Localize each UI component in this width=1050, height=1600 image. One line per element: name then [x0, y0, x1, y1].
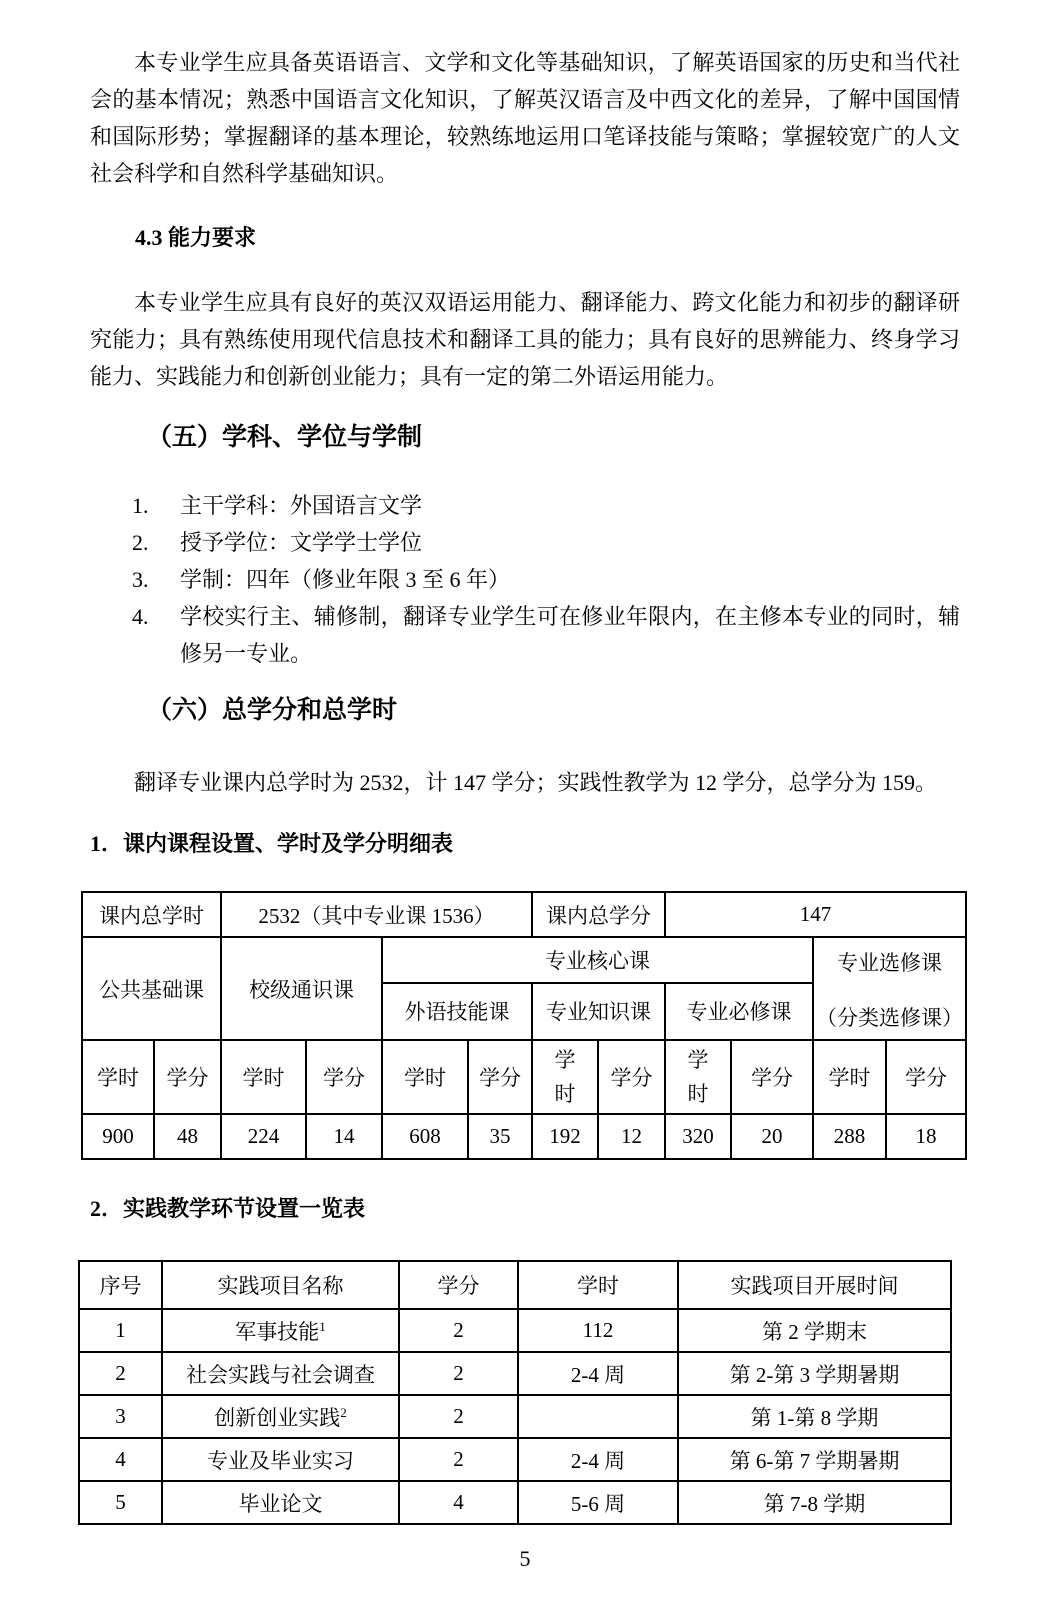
t2-header-project-name: 实践项目名称: [162, 1261, 399, 1309]
t1-unit-header: 学时: [382, 1040, 468, 1114]
t2-header-seq: 序号: [79, 1261, 162, 1309]
t1-value-cell: 20: [731, 1114, 813, 1159]
t1-value-cell: 14: [306, 1114, 382, 1159]
t2-cell-hours: 5-6 周: [518, 1481, 678, 1524]
t1-unit-header-text: 学时: [687, 1048, 709, 1106]
t2-cell-credit: 4: [399, 1481, 518, 1524]
t1-unit-header: 学时: [82, 1040, 154, 1114]
t1-group-general-education: 校级通识课: [221, 937, 382, 1040]
t1-value-cell: 18: [886, 1114, 966, 1159]
t1-value-cell: 224: [221, 1114, 306, 1159]
t2-cell-time: 第 6-第 7 学期暑期: [678, 1438, 951, 1481]
t2-cell-hours: 2-4 周: [518, 1438, 678, 1481]
t1-total-credits-label: 课内总学分: [532, 892, 665, 937]
t1-unit-header: 学分: [306, 1040, 382, 1114]
table-row: [82, 1040, 966, 1114]
page-number: 5: [519, 1546, 531, 1571]
t1-total-hours-label: 课内总学时: [82, 892, 221, 937]
table-row: [79, 1352, 951, 1395]
t1-sub-major-knowledge: 专业知识课: [532, 983, 665, 1040]
t1-sub-foreign-language-skills: 外语技能课: [382, 983, 532, 1040]
t1-unit-header: [665, 1040, 731, 1114]
table-row: [79, 1309, 951, 1352]
table-row: [82, 1114, 966, 1159]
list-item: [132, 524, 960, 561]
t1-unit-header: 学分: [468, 1040, 532, 1114]
footnote-marker: 1: [319, 1318, 326, 1334]
table-row: [79, 1438, 951, 1481]
project-name-text: 专业及毕业实习: [207, 1448, 354, 1473]
table-row: [82, 892, 966, 937]
heading-section-5-discipline-degree: （五）学科、学位与学制: [147, 424, 423, 451]
t2-cell-credit: 2: [399, 1395, 518, 1438]
t1-value-cell: 192: [532, 1114, 598, 1159]
t2-cell-name: [162, 1309, 399, 1352]
course-hours-credits-table: [81, 891, 967, 1160]
t1-sub-major-required: 专业必修课: [665, 983, 813, 1040]
t2-cell-credit: 2: [399, 1352, 518, 1395]
t1-total-credits-value: 147: [665, 892, 966, 937]
table2-caption: 2．实践教学环节设置一览表: [90, 1196, 366, 1221]
list-item-text: 学制：四年（修业年限 3 至 6 年）: [180, 567, 511, 592]
list-item-number: 1.: [132, 493, 149, 518]
t1-value-cell: 900: [82, 1114, 154, 1159]
footnote-marker: 2: [340, 1404, 347, 1420]
t2-cell-seq: 3: [79, 1395, 162, 1438]
t2-cell-name: [162, 1481, 399, 1524]
paragraph-ability-requirements: 本专业学生应具有良好的英汉双语运用能力、翻译能力、跨文化能力和初步的翻译研究能力；具有熟练使用现代信息技术和翻译工具的能力；具有良好的思辨能力、终身学习能力、实践能力和创新创业能力；具有一定的第二外语运用能力。: [90, 290, 960, 389]
t1-group-major-core: 专业核心课: [382, 937, 813, 983]
project-name-text: 社会实践与社会调查: [186, 1362, 375, 1387]
t1-value-cell: 608: [382, 1114, 468, 1159]
elective-note: （分类选修课）: [816, 1006, 963, 1030]
t1-unit-header: 学时: [813, 1040, 886, 1114]
t1-unit-header: 学分: [886, 1040, 966, 1114]
table-row: [82, 937, 966, 983]
t2-cell-time: 第 1-第 8 学期: [678, 1395, 951, 1438]
t2-cell-time: 第 7-8 学期: [678, 1481, 951, 1524]
paragraph-total-credits: 翻译专业课内总学时为 2532，计 147 学分；实践性教学为 12 学分，总学分为 159。: [134, 770, 938, 795]
list-item-text: 授予学位：文学学士学位: [180, 530, 423, 555]
t1-value-cell: 288: [813, 1114, 886, 1159]
t2-cell-name: [162, 1352, 399, 1395]
table-row: [79, 1481, 951, 1524]
heading-section-6-total-credits: （六）总学分和总学时: [147, 697, 398, 724]
t1-value-cell: 48: [154, 1114, 221, 1159]
t2-cell-hours: 112: [518, 1309, 678, 1352]
t1-unit-header: 学分: [598, 1040, 665, 1114]
t1-unit-header: 学分: [731, 1040, 813, 1114]
list-item-text: 主干学科：外国语言文学: [180, 493, 423, 518]
t2-header-hours: 学时: [518, 1261, 678, 1309]
elective-cell-content: [814, 938, 965, 1039]
list-item-number: 3.: [132, 567, 149, 592]
list-item: [132, 487, 960, 524]
list-item-number: 4.: [132, 604, 149, 629]
t1-value-cell: 12: [598, 1114, 665, 1159]
t2-cell-seq: 4: [79, 1438, 162, 1481]
heading-4-3-ability: 4.3 能力要求: [135, 225, 257, 250]
t2-cell-time: 第 2-第 3 学期暑期: [678, 1352, 951, 1395]
t1-group-public-basic: 公共基础课: [82, 937, 221, 1040]
t1-unit-header: [532, 1040, 598, 1114]
list-item-number: 2.: [132, 530, 149, 555]
t2-header-time: 实践项目开展时间: [678, 1261, 951, 1309]
elective-label: 专业选修课: [837, 951, 942, 975]
t2-cell-seq: 2: [79, 1352, 162, 1395]
t2-cell-hours: [518, 1395, 678, 1438]
t1-unit-header: 学分: [154, 1040, 221, 1114]
t2-cell-time: 第 2 学期末: [678, 1309, 951, 1352]
practice-teaching-table: [78, 1260, 952, 1525]
t2-cell-credit: 2: [399, 1309, 518, 1352]
table1-caption: 1．课内课程设置、学时及学分明细表: [90, 831, 454, 856]
t2-cell-credit: 2: [399, 1438, 518, 1481]
list-item: [132, 561, 960, 598]
t1-total-hours-value: 2532（其中专业课 1536）: [221, 892, 532, 937]
t1-group-major-elective: [813, 937, 966, 1040]
t1-value-cell: 320: [665, 1114, 731, 1159]
table-header-row: [79, 1261, 951, 1309]
t2-cell-name: [162, 1395, 399, 1438]
t2-cell-seq: 5: [79, 1481, 162, 1524]
t1-unit-header: 学时: [221, 1040, 306, 1114]
table-row: [79, 1395, 951, 1438]
project-name-text: 军事技能: [235, 1319, 320, 1344]
project-name-text: 毕业论文: [238, 1491, 323, 1516]
project-name-text: 创新创业实践: [214, 1405, 341, 1430]
t2-cell-seq: 1: [79, 1309, 162, 1352]
t2-cell-hours: 2-4 周: [518, 1352, 678, 1395]
t2-header-credit: 学分: [399, 1261, 518, 1309]
t2-cell-name: [162, 1438, 399, 1481]
discipline-list: [132, 487, 960, 672]
t1-unit-header-text: 学时: [554, 1048, 576, 1106]
list-item: [132, 598, 960, 672]
list-item-text: 学校实行主、辅修制，翻译专业学生可在修业年限内，在主修本专业的同时，辅修另一专业。: [180, 604, 960, 666]
paragraph-knowledge-requirements: 本专业学生应具备英语语言、文学和文化等基础知识，了解英语国家的历史和当代社会的基本情况；熟悉中国语言文化知识，了解英汉语言及中西文化的差异，了解中国国情和国际形势；掌握翻译的基本理论，较熟练地运用口笔译技能与策略；掌握较宽广的人文社会科学和自然科学基础知识。: [90, 50, 960, 186]
t1-value-cell: 35: [468, 1114, 532, 1159]
